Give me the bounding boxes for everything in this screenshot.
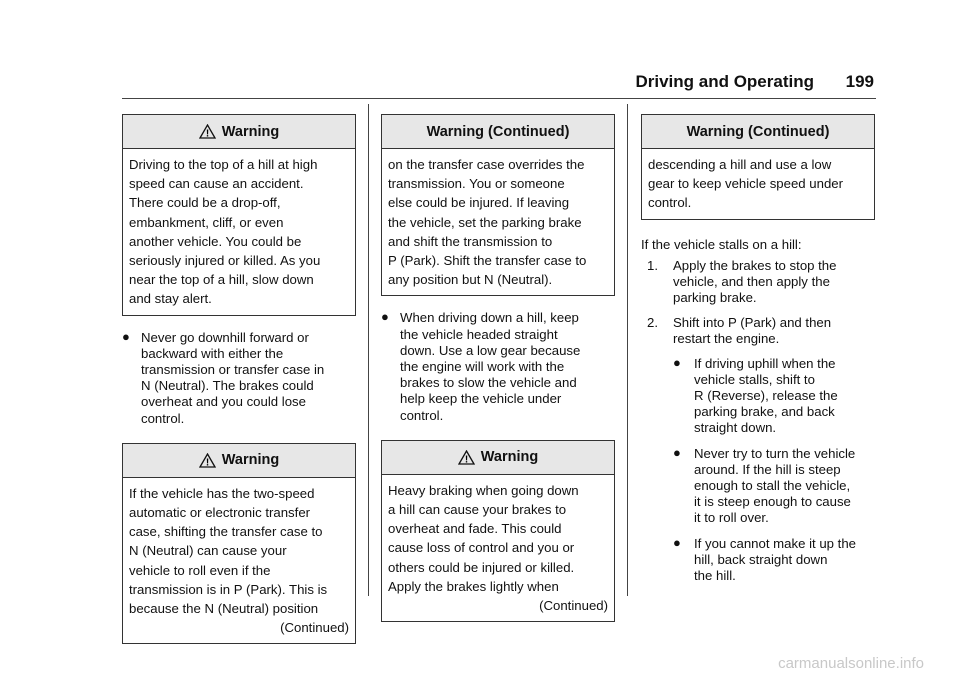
- numbered-step: [641, 315, 875, 347]
- watermark: carmanualsonline.info: [778, 655, 924, 672]
- header-rule: [122, 98, 876, 99]
- text-line: If driving uphill when the: [694, 355, 836, 371]
- text-line: transmission or transfer case in: [141, 362, 325, 378]
- text-line: speed can cause an accident.: [129, 176, 304, 192]
- column-divider-2: [627, 104, 628, 596]
- warning-body: [123, 149, 355, 315]
- warning-body: [123, 478, 355, 644]
- warning-title-text: Warning (Continued): [686, 123, 830, 140]
- text-line: embankment, cliff, or even: [129, 214, 284, 230]
- text-line: else could be injured. If leaving: [388, 195, 570, 211]
- text-line: it to roll over.: [694, 509, 769, 525]
- warning-triangle-icon: [458, 450, 475, 465]
- warning-triangle-icon: [199, 453, 216, 468]
- warning-box-continued: [381, 114, 615, 296]
- column-2: [381, 114, 615, 636]
- warning-body: [382, 475, 614, 621]
- text-line: overheat and fade. This could: [388, 521, 562, 537]
- bullet-item: [122, 330, 356, 427]
- text-line: N (Neutral). The brakes could: [141, 378, 314, 394]
- text-line: the vehicle, set the parking brake: [388, 214, 582, 230]
- bullet-marker: ●: [122, 328, 130, 344]
- text-line: help keep the vehicle under: [400, 391, 562, 407]
- text-line: parking brake, and back: [694, 403, 835, 419]
- text-line: the hill.: [694, 567, 736, 583]
- text-line: gear to keep vehicle speed under: [648, 176, 844, 192]
- text-line: transmission is in P (Park). This is: [129, 581, 328, 597]
- svg-text:!: !: [205, 128, 209, 139]
- section-title: Driving and Operating: [635, 72, 814, 91]
- warning-body: [382, 149, 614, 295]
- text-line: vehicle, and then apply the: [673, 273, 830, 289]
- text-line: Never go downhill forward or: [141, 329, 309, 345]
- bullet-marker: ●: [381, 309, 389, 325]
- text-line: and shift the transmission to: [388, 233, 553, 249]
- text-line: enough to stall the vehicle,: [694, 477, 851, 493]
- text-line: Never try to turn the vehicle: [694, 445, 856, 461]
- text-line: When driving down a hill, keep: [400, 310, 579, 326]
- column-divider-1: [368, 104, 369, 596]
- text-line: down. Use a low gear because: [400, 342, 581, 358]
- text-line: N (Neutral) can cause your: [129, 543, 287, 559]
- text-line: Shift into P (Park) and then: [673, 314, 832, 330]
- warning-body: [642, 149, 874, 219]
- column-1: [122, 114, 356, 658]
- intro-paragraph: If the vehicle stalls on a hill:: [641, 236, 802, 252]
- bullet-item: [381, 310, 615, 423]
- text-line: restart the engine.: [673, 330, 780, 346]
- warning-box-title: [123, 115, 355, 149]
- text-line: Apply the brakes lightly when: [388, 578, 559, 594]
- text-line: overheat and you could lose: [141, 394, 306, 410]
- column-3: [641, 114, 875, 594]
- text-line: another vehicle. You could be: [129, 233, 302, 249]
- svg-text:!: !: [205, 457, 209, 468]
- sub-bullet-item: [641, 446, 875, 526]
- warning-triangle-icon: [199, 124, 216, 139]
- page-number: 199: [845, 72, 874, 91]
- numbered-step: [641, 258, 875, 306]
- svg-text:!: !: [464, 454, 468, 465]
- text-line: seriously injured or killed. As you: [129, 253, 321, 269]
- step-number: 2.: [647, 314, 658, 330]
- text-line: R (Reverse), release the: [694, 387, 838, 403]
- bullet-marker: ●: [673, 534, 681, 550]
- warning-box: [122, 114, 356, 316]
- text-line: P (Park). Shift the transfer case to: [388, 253, 587, 269]
- warning-box-title: [382, 115, 614, 149]
- bullet-marker: ●: [673, 354, 681, 370]
- text-line: transmission. You or someone: [388, 176, 565, 192]
- warning-box-title: [382, 441, 614, 475]
- text-line: case, shifting the transfer case to: [129, 524, 323, 540]
- text-line: hill, back straight down: [694, 551, 828, 567]
- continued-label: (Continued): [539, 598, 608, 614]
- text-line: Apply the brakes to stop the: [673, 257, 837, 273]
- text-line: around. If the hill is steep: [694, 461, 841, 477]
- text-line: control.: [648, 195, 692, 211]
- continued-label: (Continued): [280, 620, 349, 636]
- text-line: straight down.: [694, 419, 777, 435]
- text-line: descending a hill and use a low: [648, 157, 832, 172]
- text-line: vehicle stalls, shift to: [694, 371, 815, 387]
- text-line: and stay alert.: [129, 291, 212, 307]
- text-line: control.: [141, 410, 185, 426]
- warning-box: [381, 440, 615, 622]
- text-line: a hill can cause your brakes to: [388, 502, 567, 518]
- text-line: any position but N (Neutral).: [388, 272, 553, 288]
- text-line: automatic or electronic transfer: [129, 505, 311, 521]
- sub-bullet-item: [641, 356, 875, 436]
- page-header: [122, 72, 876, 98]
- text-line: it is steep enough to cause: [694, 493, 851, 509]
- text-line: control.: [400, 407, 444, 423]
- text-line: backward with either the: [141, 345, 284, 361]
- text-line: on the transfer case overrides the: [388, 157, 585, 172]
- text-line: cause loss of control and you or: [388, 540, 575, 556]
- text-line: brakes to slow the vehicle and: [400, 375, 577, 391]
- warning-box: [122, 443, 356, 645]
- warning-title-text: Warning: [221, 123, 280, 140]
- sub-bullet-item: [641, 536, 875, 584]
- bullet-marker: ●: [673, 444, 681, 460]
- text-line: the vehicle headed straight: [400, 326, 558, 342]
- text-line: parking brake.: [673, 289, 757, 305]
- text-line: near the top of a hill, slow down: [129, 272, 314, 288]
- text-line: because the N (Neutral) position: [129, 601, 319, 617]
- text-line: If the vehicle has the two-speed: [129, 485, 315, 501]
- warning-box-continued: [641, 114, 875, 220]
- warning-title-text: Warning (Continued): [426, 123, 570, 140]
- warning-box-title: [123, 444, 355, 478]
- warning-title-text: Warning: [221, 452, 280, 469]
- text-line: There could be a drop-off,: [129, 195, 281, 211]
- text-line: others could be injured or killed.: [388, 559, 575, 575]
- warning-box-title: [642, 115, 874, 149]
- text-line: the engine will work with the: [400, 359, 565, 375]
- text-line: Driving to the top of a hill at high: [129, 157, 318, 172]
- text-line: If you cannot make it up the: [694, 535, 857, 551]
- text-line: Heavy braking when going down: [388, 482, 579, 498]
- step-number: 1.: [647, 257, 658, 273]
- text-line: vehicle to roll even if the: [129, 562, 271, 578]
- warning-title-text: Warning: [480, 449, 539, 466]
